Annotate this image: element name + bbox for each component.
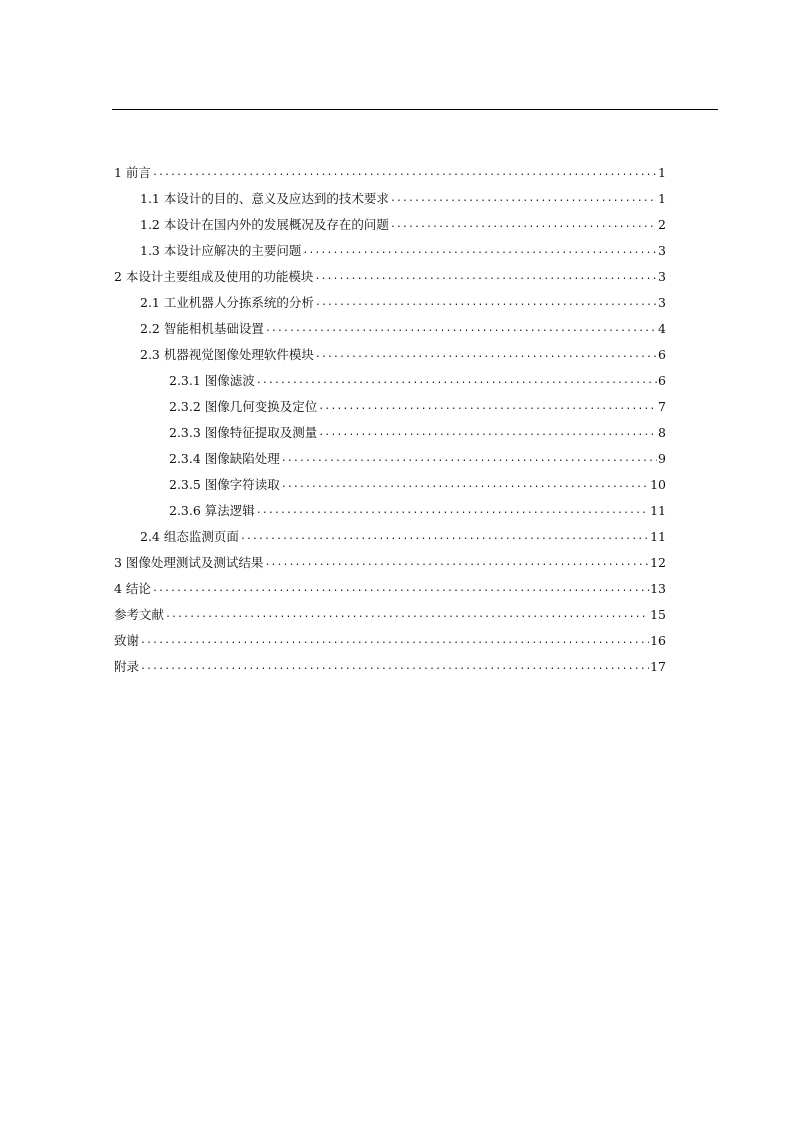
toc-entry-page-number: 17	[650, 659, 666, 674]
toc-entry-title: 2.3 机器视觉图像处理软件模块	[140, 347, 314, 362]
toc-dot-leader	[152, 581, 649, 597]
toc-dot-leader	[140, 633, 649, 649]
toc-entry-title: 1 前言	[114, 165, 151, 180]
toc-entry-page-number: 16	[650, 633, 666, 648]
toc-dot-leader	[265, 321, 657, 337]
toc-entry-page-number: 12	[650, 555, 666, 570]
toc-entry-title: 1.3 本设计应解决的主要问题	[140, 243, 302, 258]
toc-entry-title: 2.3.4 图像缺陷处理	[169, 451, 280, 466]
toc-entry-title: 3 图像处理测试及测试结果	[114, 555, 264, 570]
toc-entry[interactable]	[114, 207, 666, 233]
toc-entry-title: 参考文献	[114, 607, 165, 622]
toc-entry-page-number: 11	[650, 503, 666, 518]
toc-entry[interactable]	[114, 623, 666, 649]
toc-dot-leader	[281, 477, 649, 493]
toc-entry[interactable]	[114, 571, 666, 597]
toc-entry[interactable]	[114, 519, 666, 545]
toc-entry[interactable]	[114, 155, 666, 181]
toc-entry[interactable]	[114, 363, 666, 389]
toc-entry-page-number: 4	[658, 321, 666, 336]
toc-entry-page-number: 6	[658, 347, 666, 362]
toc-entry-title: 2.2 智能相机基础设置	[140, 321, 264, 336]
toc-dot-leader	[165, 607, 649, 623]
toc-entry[interactable]	[114, 415, 666, 441]
toc-dot-leader	[264, 555, 649, 571]
toc-entry[interactable]	[114, 389, 666, 415]
toc-entry-title: 2.3.3 图像特征提取及测量	[169, 425, 318, 440]
table-of-contents	[114, 155, 666, 675]
toc-entry[interactable]	[114, 181, 666, 207]
toc-entry-page-number: 3	[658, 243, 666, 258]
toc-entry-title: 2.3.2 图像几何变换及定位	[169, 399, 318, 414]
toc-entry[interactable]	[114, 259, 666, 285]
toc-entry[interactable]	[114, 649, 666, 675]
toc-dot-leader	[256, 503, 649, 519]
toc-dot-leader	[315, 295, 657, 311]
toc-entry-page-number: 11	[650, 529, 666, 544]
toc-entry-page-number: 1	[658, 165, 666, 180]
toc-dot-leader	[281, 451, 657, 467]
toc-entry-page-number: 3	[658, 295, 666, 310]
toc-dot-leader	[302, 243, 657, 259]
toc-dot-leader	[318, 399, 657, 415]
toc-entry-title: 2.4 组态监测页面	[140, 529, 239, 544]
header-rule	[112, 109, 718, 110]
toc-entry-page-number: 2	[658, 217, 666, 232]
toc-entry-title: 2.1 工业机器人分拣系统的分析	[140, 295, 314, 310]
toc-entry-page-number: 10	[650, 477, 666, 492]
toc-entry[interactable]	[114, 311, 666, 337]
toc-entry-page-number: 3	[658, 269, 666, 284]
toc-entry-page-number: 8	[658, 425, 666, 440]
toc-entry[interactable]	[114, 467, 666, 493]
toc-entry-page-number: 15	[650, 607, 666, 622]
toc-entry-page-number: 13	[650, 581, 666, 596]
toc-dot-leader	[140, 659, 649, 675]
toc-entry[interactable]	[114, 597, 666, 623]
toc-entry[interactable]	[114, 493, 666, 519]
toc-entry[interactable]	[114, 233, 666, 259]
toc-dot-leader	[240, 529, 649, 545]
toc-entry-title: 2.3.5 图像字符读取	[169, 477, 280, 492]
toc-entry-page-number: 7	[658, 399, 666, 414]
toc-entry-title: 2.3.1 图像滤波	[169, 373, 255, 388]
toc-dot-leader	[315, 347, 657, 363]
toc-entry[interactable]	[114, 441, 666, 467]
toc-entry[interactable]	[114, 545, 666, 571]
toc-dot-leader	[314, 269, 657, 285]
toc-entry-title: 附录	[114, 659, 140, 674]
toc-entry[interactable]	[114, 285, 666, 311]
toc-dot-leader	[390, 191, 657, 207]
toc-dot-leader	[390, 217, 657, 233]
toc-dot-leader	[152, 165, 657, 181]
toc-entry[interactable]	[114, 337, 666, 363]
toc-dot-leader	[256, 373, 657, 389]
toc-entry-title: 2.3.6 算法逻辑	[169, 503, 255, 518]
toc-entry-page-number: 6	[658, 373, 666, 388]
toc-entry-page-number: 9	[658, 451, 666, 466]
toc-entry-page-number: 1	[658, 191, 666, 206]
toc-entry-title: 2 本设计主要组成及使用的功能模块	[114, 269, 314, 284]
toc-entry-title: 致谢	[114, 633, 140, 648]
toc-entry-title: 4 结论	[114, 581, 151, 596]
toc-entry-title: 1.2 本设计在国内外的发展概况及存在的问题	[140, 217, 389, 232]
toc-dot-leader	[318, 425, 657, 441]
toc-entry-title: 1.1 本设计的目的、意义及应达到的技术要求	[140, 191, 389, 206]
